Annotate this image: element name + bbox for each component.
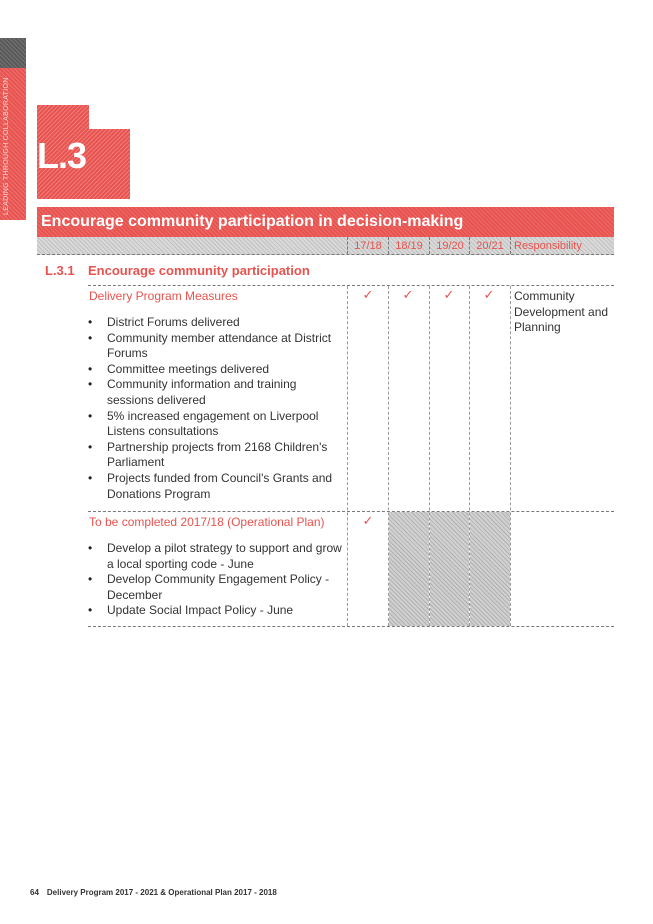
- list-item: • Community member attendance at District Forums: [88, 330, 332, 361]
- bullet-icon: •: [88, 361, 93, 376]
- badge-label: L.3: [37, 135, 87, 176]
- list-item: • Develop Community Engagement Policy - December: [88, 572, 330, 602]
- footer-text: Delivery Program 2017 - 2021 & Operational Plan 2017 - 2018: [46, 888, 277, 897]
- table-bottom-rule: [88, 626, 614, 627]
- group-label-measures: Delivery Program Measures: [89, 289, 238, 303]
- bullet-icon: •: [88, 315, 93, 329]
- measures-list: [88, 315, 346, 502]
- check-icon: ✓: [483, 287, 495, 302]
- column-divider: [510, 286, 511, 626]
- check-icon: ✓: [402, 287, 414, 302]
- empty-year-cell: [389, 512, 429, 626]
- column-divider: [429, 286, 430, 626]
- bullet-icon: •: [88, 541, 93, 555]
- bullet-icon: •: [88, 603, 93, 618]
- list-item: • Committee meetings delivered: [88, 361, 270, 376]
- list-item: • Projects funded from Council's Grants and Donations Program: [88, 470, 333, 501]
- list-item: • Develop a pilot strategy to support and grow a local sporting code - June: [88, 541, 342, 571]
- column-divider: [388, 286, 389, 626]
- bullet-icon: •: [88, 330, 93, 345]
- page-footer: [30, 888, 277, 897]
- list-item: • Community information and training sessions delivered: [88, 377, 297, 407]
- page-number: 64: [30, 888, 39, 897]
- column-divider: [469, 286, 470, 626]
- year-header: 20/21: [476, 240, 504, 252]
- empty-year-cell: [430, 512, 469, 626]
- side-tab-label: LEADING THROUGH COLLABORATION: [3, 77, 10, 215]
- year-header: 19/20: [436, 240, 464, 252]
- list-item: • Partnership projects from 2168 Children's Parliament: [88, 439, 328, 470]
- responsibility-header: Responsibility: [514, 240, 582, 252]
- list-item: • District Forums delivered: [88, 315, 240, 329]
- section-heading: Encourage community participation in decision-making: [37, 207, 614, 237]
- list-item: • Update Social Impact Policy - June: [88, 603, 294, 618]
- check-icon: ✓: [443, 287, 455, 302]
- column-divider: [347, 286, 348, 626]
- bullet-icon: •: [88, 439, 93, 454]
- operational-list: [88, 541, 346, 619]
- bullet-icon: •: [88, 377, 93, 392]
- row-divider: [88, 511, 614, 512]
- group-label-operational: To be completed 2017/18 (Operational Plan): [89, 515, 325, 529]
- year-header: 18/19: [395, 240, 423, 252]
- header-divider: [510, 237, 511, 254]
- year-header: 17/18: [354, 240, 382, 252]
- side-tab-marker: [0, 38, 26, 68]
- bullet-icon: •: [88, 408, 93, 423]
- bullet-icon: •: [88, 572, 93, 587]
- check-icon: ✓: [362, 287, 374, 302]
- responsibility-value: Community Development and Planning: [514, 289, 609, 334]
- table-header: [37, 237, 614, 255]
- subsection-id: L.3.1: [45, 263, 75, 278]
- subsection-title: Encourage community participation: [88, 263, 310, 278]
- empty-year-cell: [470, 512, 510, 626]
- table-top-rule: [88, 285, 614, 286]
- check-icon: ✓: [362, 513, 374, 528]
- bullet-icon: •: [88, 470, 93, 485]
- list-item: • 5% increased engagement on Liverpool Listens consultations: [88, 408, 319, 439]
